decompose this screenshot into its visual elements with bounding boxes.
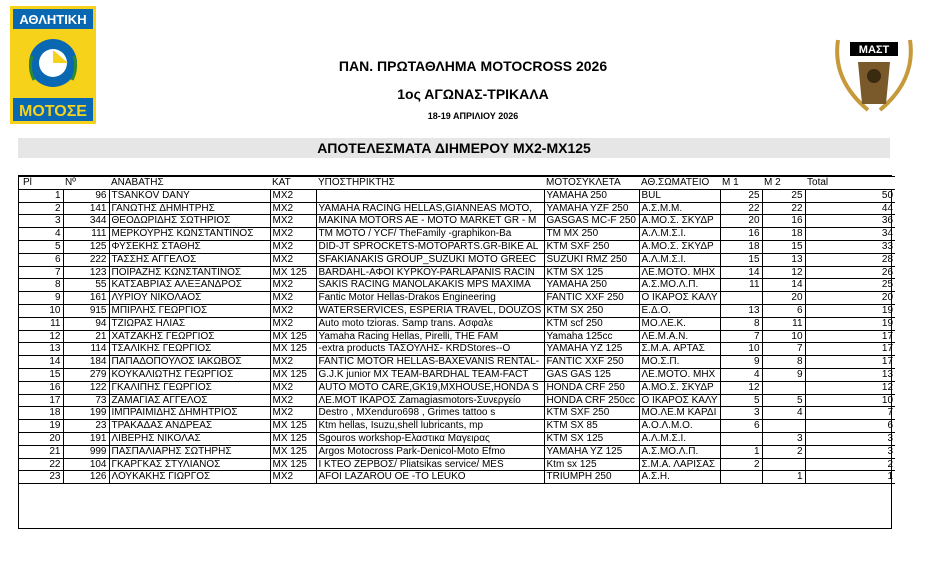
- table-row: [19, 317, 895, 330]
- cell-motorcycle: Ktm sx 125: [544, 458, 639, 471]
- cell-position: 6: [19, 253, 63, 266]
- table-row: [19, 458, 895, 471]
- cell-sponsor: Argos Motocross Park-Denicol-Moto Efmo: [316, 445, 544, 458]
- cell-club: ΜΟ.Σ.Π.: [639, 356, 720, 369]
- cell-club: Α.ΜΟ.Σ. ΣΚΥΔΡ: [639, 215, 720, 228]
- col-header-moto1: Μ 1: [720, 177, 762, 190]
- cell-motorcycle: SUZUKI RMZ 250: [544, 253, 639, 266]
- cell-moto1: 10: [720, 343, 762, 356]
- cell-rider: ΜΕΡΚΟΥΡΗΣ ΚΩΝΣΤΑΝΤΙΝΟΣ: [109, 228, 270, 241]
- cell-sponsor: YAMAHA RACING HELLAS,GIANNEAS MOTO,: [316, 202, 544, 215]
- cell-club: Α.Ο.Λ.Μ.Ο.: [639, 420, 720, 433]
- table-row: [19, 228, 895, 241]
- cell-total: 7: [805, 407, 895, 420]
- cell-moto1: 6: [720, 420, 762, 433]
- cell-total: 1: [805, 471, 895, 484]
- cell-sponsor: ΛΕ.ΜΟΤ ΙΚΑΡΟΣ Zamagiasmotors-Συνεργείο: [316, 394, 544, 407]
- cell-total: 17: [805, 330, 895, 343]
- table-row: [19, 432, 895, 445]
- cell-rider: ΙΜΠΡΑΙΜΙΔΗΣ ΔΗΜΗΤΡΙΟΣ: [109, 407, 270, 420]
- cell-position: 16: [19, 381, 63, 394]
- cell-rider: ΧΑΤΖΑΚΗΣ ΓΕΩΡΓΙΟΣ: [109, 330, 270, 343]
- cell-moto2: 16: [762, 215, 805, 228]
- cell-position: 1: [19, 189, 63, 202]
- cell-category: MX 125: [270, 458, 316, 471]
- table-header-row: [19, 177, 895, 190]
- cell-rider: ΛΥΡΙΟΥ ΝΙΚΟΛΑΟΣ: [109, 292, 270, 305]
- cell-moto2: 4: [762, 407, 805, 420]
- cell-moto2: 11: [762, 317, 805, 330]
- cell-number: 23: [63, 420, 109, 433]
- cell-number: 104: [63, 458, 109, 471]
- cell-category: MX2: [270, 292, 316, 305]
- table-row: [19, 202, 895, 215]
- cell-total: 2: [805, 458, 895, 471]
- cell-sponsor: G.J.K junior MX TEAM-BARDHAL TEAM-FACT: [316, 368, 544, 381]
- cell-club: BUL: [639, 189, 720, 202]
- col-header-motorcycle: ΜΟΤΟΣΥΚΛΕΤΑ: [544, 177, 639, 190]
- cell-category: MX2: [270, 471, 316, 484]
- cell-moto2: [762, 420, 805, 433]
- cell-sponsor: FANTIC MOTOR HELLAS-BAXEVANIS RENTAL-: [316, 356, 544, 369]
- cell-total: 25: [805, 279, 895, 292]
- cell-moto1: 3: [720, 407, 762, 420]
- cell-sponsor: Ktm hellas, Isuzu,shell lubricants, mp: [316, 420, 544, 433]
- cell-moto2: 2: [762, 445, 805, 458]
- cell-sponsor: Sgouros workshop-Ελαστικα Μαγειρας: [316, 432, 544, 445]
- cell-total: 44: [805, 202, 895, 215]
- cell-club: Α.Λ.Μ.Σ.Ι.: [639, 253, 720, 266]
- cell-sponsor: -extra products ΤΑΣΟΥΛΗΣ- KRDStores--Ο: [316, 343, 544, 356]
- cell-motorcycle: YAMAHA YZ 125: [544, 445, 639, 458]
- cell-club: Σ.Μ.Α. ΛΑΡΙΣΑΣ: [639, 458, 720, 471]
- cell-category: MX2: [270, 215, 316, 228]
- cell-moto2: [762, 458, 805, 471]
- cell-club: Ε.Δ.Ο.: [639, 304, 720, 317]
- cell-rider: ΤΡΑΚΑΔΑΣ ΑΝΔΡΕΑΣ: [109, 420, 270, 433]
- cell-category: MX2: [270, 304, 316, 317]
- cell-number: 161: [63, 292, 109, 305]
- table-row: [19, 266, 895, 279]
- cell-position: 4: [19, 228, 63, 241]
- results-banner: ΑΠΟΤΕΛΕΣΜΑΤΑ ΔΙΗΜΕΡΟΥ MX2-MX125: [18, 138, 890, 158]
- table-row: [19, 381, 895, 394]
- logo-right-text: ΜΑΣΤ: [858, 44, 890, 56]
- cell-position: 23: [19, 471, 63, 484]
- cell-rider: ΠΑΠΑΔΟΠΟΥΛΟΣ ΙΑΚΩΒΟΣ: [109, 356, 270, 369]
- cell-number: 125: [63, 240, 109, 253]
- cell-moto1: 2: [720, 458, 762, 471]
- logo-left-bottom-text: ΜΟΤΟΣΕ: [19, 103, 87, 120]
- cell-position: 9: [19, 292, 63, 305]
- cell-moto1: 11: [720, 279, 762, 292]
- cell-motorcycle: HONDA CRF 250: [544, 381, 639, 394]
- cell-rider: ΦΥΣΕΚΗΣ ΣΤΑΘΗΣ: [109, 240, 270, 253]
- cell-club: Ο ΙΚΑΡΟΣ ΚΑΛΥ: [639, 292, 720, 305]
- cell-number: 344: [63, 215, 109, 228]
- cell-number: 141: [63, 202, 109, 215]
- cell-moto2: [762, 381, 805, 394]
- race-date: 18-19 ΑΠΡΙΛΙΟΥ 2026: [427, 111, 519, 121]
- cell-category: MX2: [270, 279, 316, 292]
- cell-total: 34: [805, 228, 895, 241]
- cell-number: 191: [63, 432, 109, 445]
- cell-total: 10: [805, 394, 895, 407]
- cell-club: ΜΟ.ΛΕ.Κ.: [639, 317, 720, 330]
- cell-moto1: [720, 471, 762, 484]
- table-row: [19, 407, 895, 420]
- cell-total: 17: [805, 356, 895, 369]
- cell-total: 26: [805, 266, 895, 279]
- cell-motorcycle: KTM SX 125: [544, 432, 639, 445]
- table-row: [19, 368, 895, 381]
- cell-rider: ΖΑΜΑΓΙΑΣ ΑΓΓΕΛΟΣ: [109, 394, 270, 407]
- logo-left-top-text: ΑΘΛΗΤΙΚΗ: [19, 12, 87, 27]
- cell-category: MX 125: [270, 420, 316, 433]
- cell-total: 6: [805, 420, 895, 433]
- cell-category: MX2: [270, 253, 316, 266]
- col-header-moto2: Μ 2: [762, 177, 805, 190]
- cell-rider: ΛΙΒΕΡΗΣ ΝΙΚΟΛΑΣ: [109, 432, 270, 445]
- cell-motorcycle: KTM scf 250: [544, 317, 639, 330]
- cell-moto1: [720, 292, 762, 305]
- table-row: [19, 343, 895, 356]
- cell-category: MX2: [270, 240, 316, 253]
- table-row: [19, 279, 895, 292]
- cell-number: 73: [63, 394, 109, 407]
- cell-category: MX2: [270, 189, 316, 202]
- cell-rider: ΓΚΑΛΙΠΗΣ ΓΕΩΡΓΙΟΣ: [109, 381, 270, 394]
- cell-club: ΛΕ.ΜΟΤΟ. ΜΗΧ: [639, 266, 720, 279]
- cell-moto2: 13: [762, 253, 805, 266]
- col-header-number: Nº: [63, 177, 109, 190]
- cell-moto2: 3: [762, 432, 805, 445]
- cell-moto1: 25: [720, 189, 762, 202]
- cell-sponsor: Auto moto tzioras. Samp trans. Ασφαλε: [316, 317, 544, 330]
- cell-rider: ΛΟΥΚΑΚΗΣ ΓΙΩΡΓΟΣ: [109, 471, 270, 484]
- cell-category: MX2: [270, 407, 316, 420]
- cell-category: MX2: [270, 228, 316, 241]
- cell-sponsor: SAKIS RACING MANOLAKAKIS MPS MAXIMA: [316, 279, 544, 292]
- cell-rider: ΤΣΑΛΙΚΗΣ ΓΕΩΡΓΙΟΣ: [109, 343, 270, 356]
- table-row: [19, 356, 895, 369]
- cell-moto1: 4: [720, 368, 762, 381]
- race-title: 1ος ΑΓΩΝΑΣ-ΤΡΙΚΑΛΑ: [397, 86, 549, 102]
- table-row: [19, 292, 895, 305]
- cell-category: MX 125: [270, 266, 316, 279]
- cell-club: Α.Σ.ΜΟ.Λ.Π.: [639, 445, 720, 458]
- cell-rider: ΓΚΑΡΓΚΑΣ ΣΤΥΛΙΑΝΟΣ: [109, 458, 270, 471]
- cell-number: 222: [63, 253, 109, 266]
- cell-club: Α.Λ.Μ.Σ.Ι.: [639, 228, 720, 241]
- table-row: [19, 420, 895, 433]
- cell-motorcycle: TRIUMPH 250: [544, 471, 639, 484]
- cell-motorcycle: KTM SX 250: [544, 304, 639, 317]
- cell-club: Α.Σ.ΜΟ.Λ.Π.: [639, 279, 720, 292]
- cell-club: Α.ΜΟ.Σ. ΣΚΥΔΡ: [639, 240, 720, 253]
- cell-number: 114: [63, 343, 109, 356]
- table-row: [19, 304, 895, 317]
- cell-position: 11: [19, 317, 63, 330]
- cell-sponsor: Fantic Motor Hellas-Drakos Engineering: [316, 292, 544, 305]
- cell-number: 126: [63, 471, 109, 484]
- cell-total: 17: [805, 343, 895, 356]
- cell-motorcycle: YAMAHA YZF 250: [544, 202, 639, 215]
- cell-club: ΛΕ.Μ.Α.Ν.: [639, 330, 720, 343]
- cell-number: 184: [63, 356, 109, 369]
- cell-category: MX 125: [270, 330, 316, 343]
- results-table: [19, 176, 895, 484]
- cell-rider: TSANKOV DANY: [109, 189, 270, 202]
- cell-moto1: 22: [720, 202, 762, 215]
- cell-moto1: 8: [720, 317, 762, 330]
- cell-moto1: 7: [720, 330, 762, 343]
- cell-category: MX 125: [270, 445, 316, 458]
- cell-total: 19: [805, 304, 895, 317]
- cell-number: 96: [63, 189, 109, 202]
- cell-club: Α.Σ.Μ.Μ.: [639, 202, 720, 215]
- cell-total: 20: [805, 292, 895, 305]
- cell-club: Α.ΜΟ.Σ. ΣΚΥΔΡ: [639, 381, 720, 394]
- cell-sponsor: AFOI LAZAROU OE -TO LEUKO: [316, 471, 544, 484]
- table-row: [19, 330, 895, 343]
- cell-moto1: 13: [720, 304, 762, 317]
- cell-total: 12: [805, 381, 895, 394]
- table-row: [19, 215, 895, 228]
- cell-motorcycle: YAMAHA YZ 125: [544, 343, 639, 356]
- cell-number: 111: [63, 228, 109, 241]
- cell-sponsor: Destro , MXenduro698 , Grimes tattoo s: [316, 407, 544, 420]
- cell-rider: ΓΑΝΩΤΗΣ ΔΗΜΗΤΡΗΣ: [109, 202, 270, 215]
- cell-category: MX2: [270, 356, 316, 369]
- cell-motorcycle: FANTIC XXF 250: [544, 356, 639, 369]
- cell-total: 33: [805, 240, 895, 253]
- cell-position: 17: [19, 394, 63, 407]
- cell-position: 8: [19, 279, 63, 292]
- cell-number: 999: [63, 445, 109, 458]
- cell-number: 21: [63, 330, 109, 343]
- cell-total: 28: [805, 253, 895, 266]
- cell-number: 122: [63, 381, 109, 394]
- cell-rider: ΚΟΥΚΑΛΙΩΤΗΣ ΓΕΩΡΓΙΟΣ: [109, 368, 270, 381]
- col-header-category: ΚΑΤ: [270, 177, 316, 190]
- cell-moto2: 18: [762, 228, 805, 241]
- cell-rider: ΤΑΣΣΗΣ ΑΓΓΕΛΟΣ: [109, 253, 270, 266]
- table-row: [19, 471, 895, 484]
- cell-total: 19: [805, 317, 895, 330]
- cell-number: 94: [63, 317, 109, 330]
- cell-club: ΛΕ.ΜΟΤΟ. ΜΗΧ: [639, 368, 720, 381]
- cell-moto2: 9: [762, 368, 805, 381]
- cell-moto2: 10: [762, 330, 805, 343]
- cell-motorcycle: YAMAHA 250: [544, 279, 639, 292]
- cell-moto2: 8: [762, 356, 805, 369]
- table-row: [19, 189, 895, 202]
- cell-position: 5: [19, 240, 63, 253]
- cell-rider: ΠΟΪΡΑΖΗΣ ΚΩΝΣΤΑΝΤΙΝΟΣ: [109, 266, 270, 279]
- cell-club: ΜΟ.ΛΕ.Μ ΚΑΡΔΙ: [639, 407, 720, 420]
- cell-number: 55: [63, 279, 109, 292]
- cell-motorcycle: HONDA CRF 250cc: [544, 394, 639, 407]
- cell-rider: ΠΑΣΠΑΛΙΑΡΗΣ ΣΩΤΗΡΗΣ: [109, 445, 270, 458]
- table-row: [19, 445, 895, 458]
- cell-sponsor: MAKINA MOTORS AE - MOTO MARKET GR - M: [316, 215, 544, 228]
- cell-position: 10: [19, 304, 63, 317]
- cell-number: 279: [63, 368, 109, 381]
- cell-sponsor: TM MOTO / YCF/ TheFamily -graphikon-Ba: [316, 228, 544, 241]
- cell-category: MX2: [270, 394, 316, 407]
- cell-club: Σ.Μ.Α. ΑΡΤΑΣ: [639, 343, 720, 356]
- cell-category: MX2: [270, 202, 316, 215]
- cell-sponsor: BARDAHL-ΑΦΟΙ ΚΥΡΚΟΥ-PARLAPANIS RACIN: [316, 266, 544, 279]
- cell-moto2: 5: [762, 394, 805, 407]
- cell-total: 36: [805, 215, 895, 228]
- cell-total: 50: [805, 189, 895, 202]
- col-header-sponsor: ΥΠΟΣΤΗΡΙΚΤΗΣ: [316, 177, 544, 190]
- cell-motorcycle: FANTIC XXF 250: [544, 292, 639, 305]
- table-row: [19, 253, 895, 266]
- col-header-total: Total: [805, 177, 895, 190]
- cell-motorcycle: KTM SXF 250: [544, 407, 639, 420]
- cell-moto1: 18: [720, 240, 762, 253]
- col-header-rider: ΑΝΑΒΑΤΗΣ: [109, 177, 270, 190]
- cell-rider: ΤΖΙΩΡΑΣ ΗΛΙΑΣ: [109, 317, 270, 330]
- cell-rider: ΘΕΟΔΩΡΙΔΗΣ ΣΩΤΗΡΙΟΣ: [109, 215, 270, 228]
- cell-category: MX 125: [270, 343, 316, 356]
- cell-moto1: 1: [720, 445, 762, 458]
- cell-moto1: 15: [720, 253, 762, 266]
- cell-moto2: 14: [762, 279, 805, 292]
- cell-moto1: 20: [720, 215, 762, 228]
- cell-sponsor: Ι ΚΤΕΟ ΖΕΡΒΟΣ/ Pliatsikas service/ MES: [316, 458, 544, 471]
- cell-moto2: 6: [762, 304, 805, 317]
- cell-sponsor: SFAKIANAKIS GROUP_SUZUKI MOTO GREEC: [316, 253, 544, 266]
- cell-number: 915: [63, 304, 109, 317]
- cell-moto2: 7: [762, 343, 805, 356]
- cell-number: 199: [63, 407, 109, 420]
- table-row: [19, 394, 895, 407]
- cell-club: Α.Σ.Η.: [639, 471, 720, 484]
- cell-total: 3: [805, 432, 895, 445]
- cell-position: 18: [19, 407, 63, 420]
- championship-title: ΠΑΝ. ΠΡΩΤΑΘΛΗΜΑ MOTOCROSS 2026: [338, 58, 608, 74]
- cell-category: MX 125: [270, 432, 316, 445]
- cell-number: 123: [63, 266, 109, 279]
- cell-rider: ΚΑΤΣΑΒΡΙΑΣ ΑΛΕΞΑΝΔΡΟΣ: [109, 279, 270, 292]
- cell-position: 20: [19, 432, 63, 445]
- cell-motorcycle: KTM SXF 250: [544, 240, 639, 253]
- col-header-club: ΑΘ.ΣΩΜΑΤΕΙΟ: [639, 177, 720, 190]
- cell-moto2: 25: [762, 189, 805, 202]
- cell-moto1: 14: [720, 266, 762, 279]
- cell-motorcycle: KTM SX 125: [544, 266, 639, 279]
- cell-moto2: 22: [762, 202, 805, 215]
- cell-club: Α.Λ.Μ.Σ.Ι.: [639, 432, 720, 445]
- cell-category: MX 125: [270, 368, 316, 381]
- cell-moto2: 15: [762, 240, 805, 253]
- cell-moto1: 5: [720, 394, 762, 407]
- cell-motorcycle: TM MX 250: [544, 228, 639, 241]
- cell-position: 21: [19, 445, 63, 458]
- cell-sponsor: [316, 189, 544, 202]
- cell-moto1: 12: [720, 381, 762, 394]
- cell-position: 15: [19, 368, 63, 381]
- cell-category: MX2: [270, 317, 316, 330]
- cell-club: Ο ΙΚΑΡΟΣ ΚΑΛΥ: [639, 394, 720, 407]
- cell-total: 13: [805, 368, 895, 381]
- cell-sponsor: Yamaha Racing Hellas, Pirelli, THE FAM: [316, 330, 544, 343]
- cell-motorcycle: Yamaha 125cc: [544, 330, 639, 343]
- cell-position: 12: [19, 330, 63, 343]
- cell-moto1: 16: [720, 228, 762, 241]
- cell-category: MX2: [270, 381, 316, 394]
- cell-moto2: 20: [762, 292, 805, 305]
- cell-position: 14: [19, 356, 63, 369]
- cell-moto2: 1: [762, 471, 805, 484]
- cell-motorcycle: KTM SX 85: [544, 420, 639, 433]
- cell-total: 3: [805, 445, 895, 458]
- cell-motorcycle: GAS GAS 125: [544, 368, 639, 381]
- cell-position: 22: [19, 458, 63, 471]
- cell-position: 19: [19, 420, 63, 433]
- cell-moto2: 12: [762, 266, 805, 279]
- cell-motorcycle: GASGAS MC-F 250: [544, 215, 639, 228]
- table-row: [19, 240, 895, 253]
- col-header-position: Pl: [19, 177, 63, 190]
- cell-position: 13: [19, 343, 63, 356]
- cell-position: 3: [19, 215, 63, 228]
- cell-moto1: 9: [720, 356, 762, 369]
- cell-sponsor: DID-JT SPROCKETS-MOTOPARTS.GR-BIKE AL: [316, 240, 544, 253]
- cell-moto1: [720, 432, 762, 445]
- cell-rider: ΜΠΙΡΛΗΣ ΓΕΩΡΓΙΟΣ: [109, 304, 270, 317]
- cell-position: 7: [19, 266, 63, 279]
- cell-sponsor: AUTO MOTO CARE,GK19,MXHOUSE,HONDA S: [316, 381, 544, 394]
- cell-motorcycle: YAMAHA 250: [544, 189, 639, 202]
- cell-sponsor: WATERSERVICES, ESPERIA TRAVEL, DOUZOS: [316, 304, 544, 317]
- cell-position: 2: [19, 202, 63, 215]
